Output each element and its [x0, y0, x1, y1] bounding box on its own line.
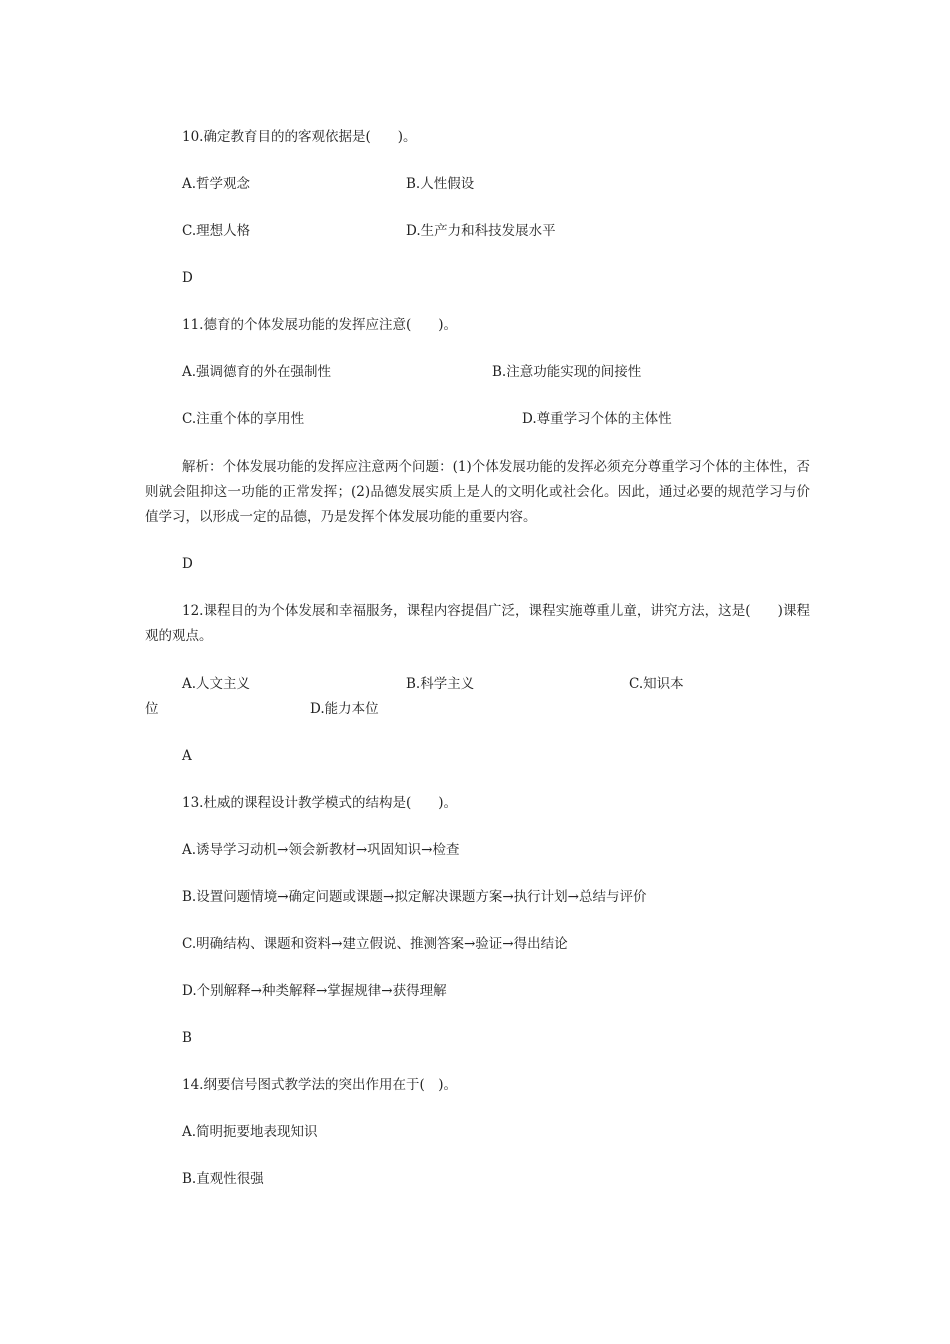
question-10-stem: 10.确定教育目的的客观依据是( )。: [182, 129, 417, 145]
question-11-answer: D: [182, 556, 193, 572]
question-11-stem: 11.德育的个体发展功能的发挥应注意( )。: [182, 317, 458, 333]
question-10-option-c: C.理想人格: [182, 223, 251, 239]
question-12-option-a: A.人文主义: [182, 676, 251, 692]
question-11-option-d: D.尊重学习个体的主体性: [522, 411, 672, 427]
question-12-option-c-continued: 位: [145, 701, 159, 717]
question-13-option-d: D.个别解释→种类解释→掌握规律→获得理解: [182, 983, 447, 999]
question-11-analysis: 解析：个体发展功能的发挥应注意两个问题：(1)个体发展功能的发挥必须充分尊重学习个体的主体性，否则就会阻抑这一功能的正常发挥；(2)品德发展实质上是人的文明化或社会化。因此，通过必要的规范学习与价值学习，以形成一定的品德，乃是发挥个体发展功能的重要内容。: [145, 459, 810, 525]
question-10-answer: D: [182, 270, 193, 286]
question-12-option-b: B.科学主义: [406, 676, 475, 692]
question-14-stem: 14.纲要信号图式教学法的突出作用在于( )。: [182, 1077, 458, 1093]
question-10-option-a: A.哲学观念: [182, 176, 251, 192]
question-12-option-d: D.能力本位: [310, 701, 379, 717]
question-12-option-c: C.知识本: [629, 676, 684, 692]
question-12-stem: 12.课程目的为个体发展和幸福服务，课程内容提倡广泛，课程实施尊重儿童，讲究方法，这是( )课程观的观点。: [145, 603, 810, 644]
question-10-option-d: D.生产力和科技发展水平: [406, 223, 556, 239]
question-12-answer: A: [182, 748, 192, 764]
question-14-option-a: A.简明扼要地表现知识: [182, 1124, 318, 1140]
question-11-option-b: B.注意功能实现的间接性: [492, 364, 642, 380]
question-13-option-c: C.明确结构、课题和资料→建立假说、推测答案→验证→得出结论: [182, 936, 568, 952]
question-10-option-b: B.人性假设: [406, 176, 475, 192]
question-13-answer: B: [182, 1030, 192, 1046]
question-13-option-a: A.诱导学习动机→领会新教材→巩固知识→检查: [182, 842, 460, 858]
question-13-stem: 13.杜威的课程设计教学模式的结构是( )。: [182, 795, 458, 811]
question-14-option-b: B.直观性很强: [182, 1171, 264, 1187]
question-13-option-b: B.设置问题情境→确定问题或课题→拟定解决课题方案→执行计划→总结与评价: [182, 889, 647, 905]
question-11-option-a: A.强调德育的外在强制性: [182, 364, 332, 380]
question-11-option-c: C.注重个体的享用性: [182, 411, 305, 427]
